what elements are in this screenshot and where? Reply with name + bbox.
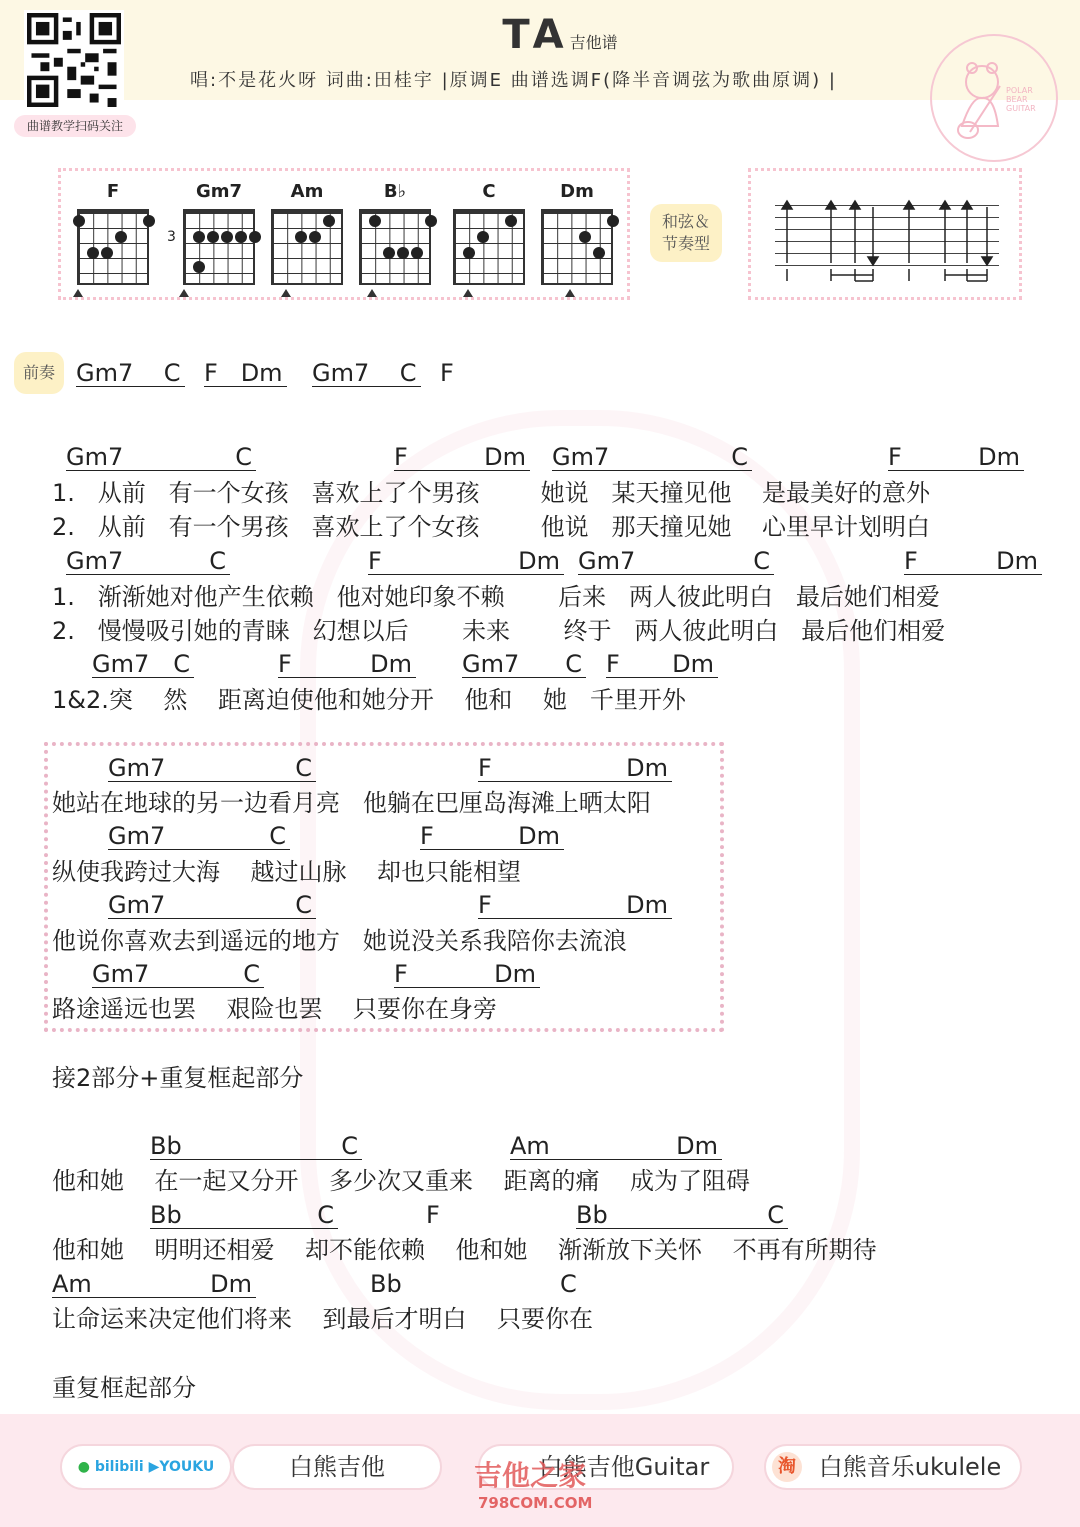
finger-dot [477, 231, 489, 243]
lyric-line: 纵使我跨过大海 越过山脉 却也只能相望 [52, 858, 522, 886]
wechat-icon: ● [77, 1459, 90, 1475]
chord-span: F Dm [394, 444, 530, 471]
fretboard [271, 209, 343, 285]
lyric-line: 她站在地球的另一边看月亮 他躺在巴厘岛海滩上晒太阳 [52, 789, 651, 817]
chord-span: Gm7 C [108, 755, 316, 782]
chord-diagram-box [58, 168, 630, 300]
logo-text: POLAR BEAR GUITAR [1006, 86, 1036, 113]
finger-dot [101, 247, 113, 259]
title-text: TA [502, 12, 570, 58]
lyric-line: 他说你喜欢去到遥远的地方 她说没关系我陪你去流浪 [52, 927, 627, 955]
finger-dot [593, 247, 605, 259]
chord-name: B♭ [383, 181, 407, 202]
root-marker [463, 289, 473, 297]
chord-label: C [560, 1270, 577, 1298]
lyric-line: 他和她 在一起又分开 多少次又重来 距离的痛 成为了阻碍 [52, 1167, 751, 1195]
fretboard [453, 209, 525, 285]
root-marker [565, 289, 575, 297]
badge-line2: 节奏型 [661, 234, 710, 253]
finger-dot [579, 231, 591, 243]
chord-span: Gm7 C [462, 651, 586, 678]
site-url-watermark: 798COM.COM [478, 1494, 593, 1512]
chord-span: Gm7 C [108, 892, 316, 919]
chord-span: Gm7 C [66, 444, 256, 471]
root-marker [281, 289, 291, 297]
chord-span: Gm7 C [66, 548, 230, 575]
chord-span: F Dm [606, 651, 718, 678]
finger-dot [207, 231, 219, 243]
chord-span: F Dm [420, 823, 564, 850]
finger-dot [193, 261, 205, 273]
lyric-line: 他和她 明明还相爱 却不能依赖 他和她 渐渐放下关怀 不再有所期待 [52, 1236, 877, 1264]
chord-span: F Dm [368, 548, 564, 575]
taobao-pill[interactable]: 白熊音乐ukulele [764, 1444, 1022, 1490]
qr-caption: 曲谱教学扫码关注 [14, 115, 136, 137]
finger-dot [397, 247, 409, 259]
social-icons-label: bilibili ▶YOUKU [94, 1459, 215, 1475]
finger-dot [323, 215, 335, 227]
chord-span: F Dm [888, 444, 1024, 471]
taobao-icon: 淘 [772, 1452, 802, 1482]
intro-badge: 前奏 [14, 352, 64, 394]
finger-dot [383, 247, 395, 259]
chord-span: Bb C [576, 1202, 788, 1229]
song-info: 唱:不是花火呀 词曲:田桂宇 |原调E 曲谱选调F(降半音调弦为歌曲原调) | [190, 70, 837, 91]
finger-dot [607, 215, 619, 227]
root-marker [179, 289, 189, 297]
title-sub: 吉他谱 [569, 33, 618, 52]
rhythm-pattern-box [748, 168, 1022, 300]
fretboard [541, 209, 613, 285]
chord-span: Gm7 C [92, 961, 264, 988]
chord-label: F Dm [204, 360, 287, 387]
finger-dot [369, 215, 381, 227]
chord-name: F [106, 181, 120, 202]
fretboard [183, 209, 255, 285]
chord-name: Gm7 [195, 181, 243, 202]
chord-span: F Dm [478, 892, 672, 919]
finger-dot [505, 215, 517, 227]
weibo-pill[interactable]: 白熊吉他Guitar [478, 1444, 734, 1490]
chord-span: F Dm [394, 961, 540, 988]
chord-label: Gm7 C [76, 360, 185, 387]
fret-label: 3 [167, 229, 176, 245]
chord-span: Gm7 C [578, 548, 774, 575]
finger-dot [115, 231, 127, 243]
finger-dot [87, 247, 99, 259]
finger-dot [463, 247, 475, 259]
finger-dot [249, 231, 261, 243]
strum-arrows [751, 171, 1019, 297]
finger-dot [193, 231, 205, 243]
chord-span: F Dm [904, 548, 1042, 575]
finger-dot [221, 231, 233, 243]
channel-pill[interactable]: 白熊吉他 [232, 1444, 442, 1490]
finger-dot [295, 231, 307, 243]
root-marker [367, 289, 377, 297]
song-title [0, 12, 1080, 58]
chord-span: Bb C [150, 1202, 338, 1229]
chord-span: Am Dm [510, 1133, 722, 1160]
lyric-line: 1. 渐渐她对他产生依赖 他对她印象不赖 后来 两人彼此明白 最后她们相爱 [52, 583, 940, 611]
lyric-line: 让命运来决定他们将来 到最后才明白 只要你在 [52, 1305, 594, 1333]
finger-dot [235, 231, 247, 243]
chord-span: F Dm [478, 755, 672, 782]
fretboard [77, 209, 149, 285]
chord-name: Am [290, 181, 324, 202]
finger-dot [143, 215, 155, 227]
root-marker [73, 289, 83, 297]
chord-name: Dm [560, 181, 594, 202]
section-note: 接2部分+重复框起部分 [52, 1064, 304, 1092]
chord-span: Am Dm [52, 1271, 256, 1298]
section-note: 重复框起部分 [52, 1374, 196, 1402]
finger-dot [73, 215, 85, 227]
chord-span: Gm7 C [552, 444, 752, 471]
chord-span: Gm7 C [108, 823, 290, 850]
fretboard [359, 209, 431, 285]
finger-dot [309, 231, 321, 243]
chord-label: Bb [370, 1270, 402, 1298]
chord-span: Gm7 C [92, 651, 194, 678]
finger-dot [411, 247, 423, 259]
chord-span: Bb C [150, 1133, 362, 1160]
lyric-line: 1&2.突 然 距离迫使他和她分开 他和 她 千里开外 [52, 686, 686, 714]
chord-span: F Dm [278, 651, 416, 678]
chord-label: F [440, 359, 454, 387]
social-icons[interactable] [60, 1444, 232, 1490]
badge-line1: 和弦＆ [661, 212, 710, 231]
lyric-line: 1. 从前 有一个女孩 喜欢上了个男孩 她说 某天撞见他 是最美好的意外 [52, 479, 930, 507]
lyric-line: 2. 慢慢吸引她的青睐 幻想以后 未来 终于 两人彼此明白 最后他们相爱 [52, 617, 946, 645]
chord-name: C [482, 181, 496, 202]
finger-dot [425, 215, 437, 227]
chord-rhythm-badge [650, 204, 722, 262]
chord-label: F [426, 1201, 440, 1229]
chord-label: Gm7 C [312, 360, 421, 387]
chorus-box [44, 742, 724, 1032]
lyric-line: 路途遥远也罢 艰险也罢 只要你在身旁 [52, 995, 498, 1023]
lyric-line: 2. 从前 有一个男孩 喜欢上了个女孩 他说 那天撞见她 心里早计划明白 [52, 513, 930, 541]
site-watermark: 吉他之家 [474, 1459, 587, 1492]
